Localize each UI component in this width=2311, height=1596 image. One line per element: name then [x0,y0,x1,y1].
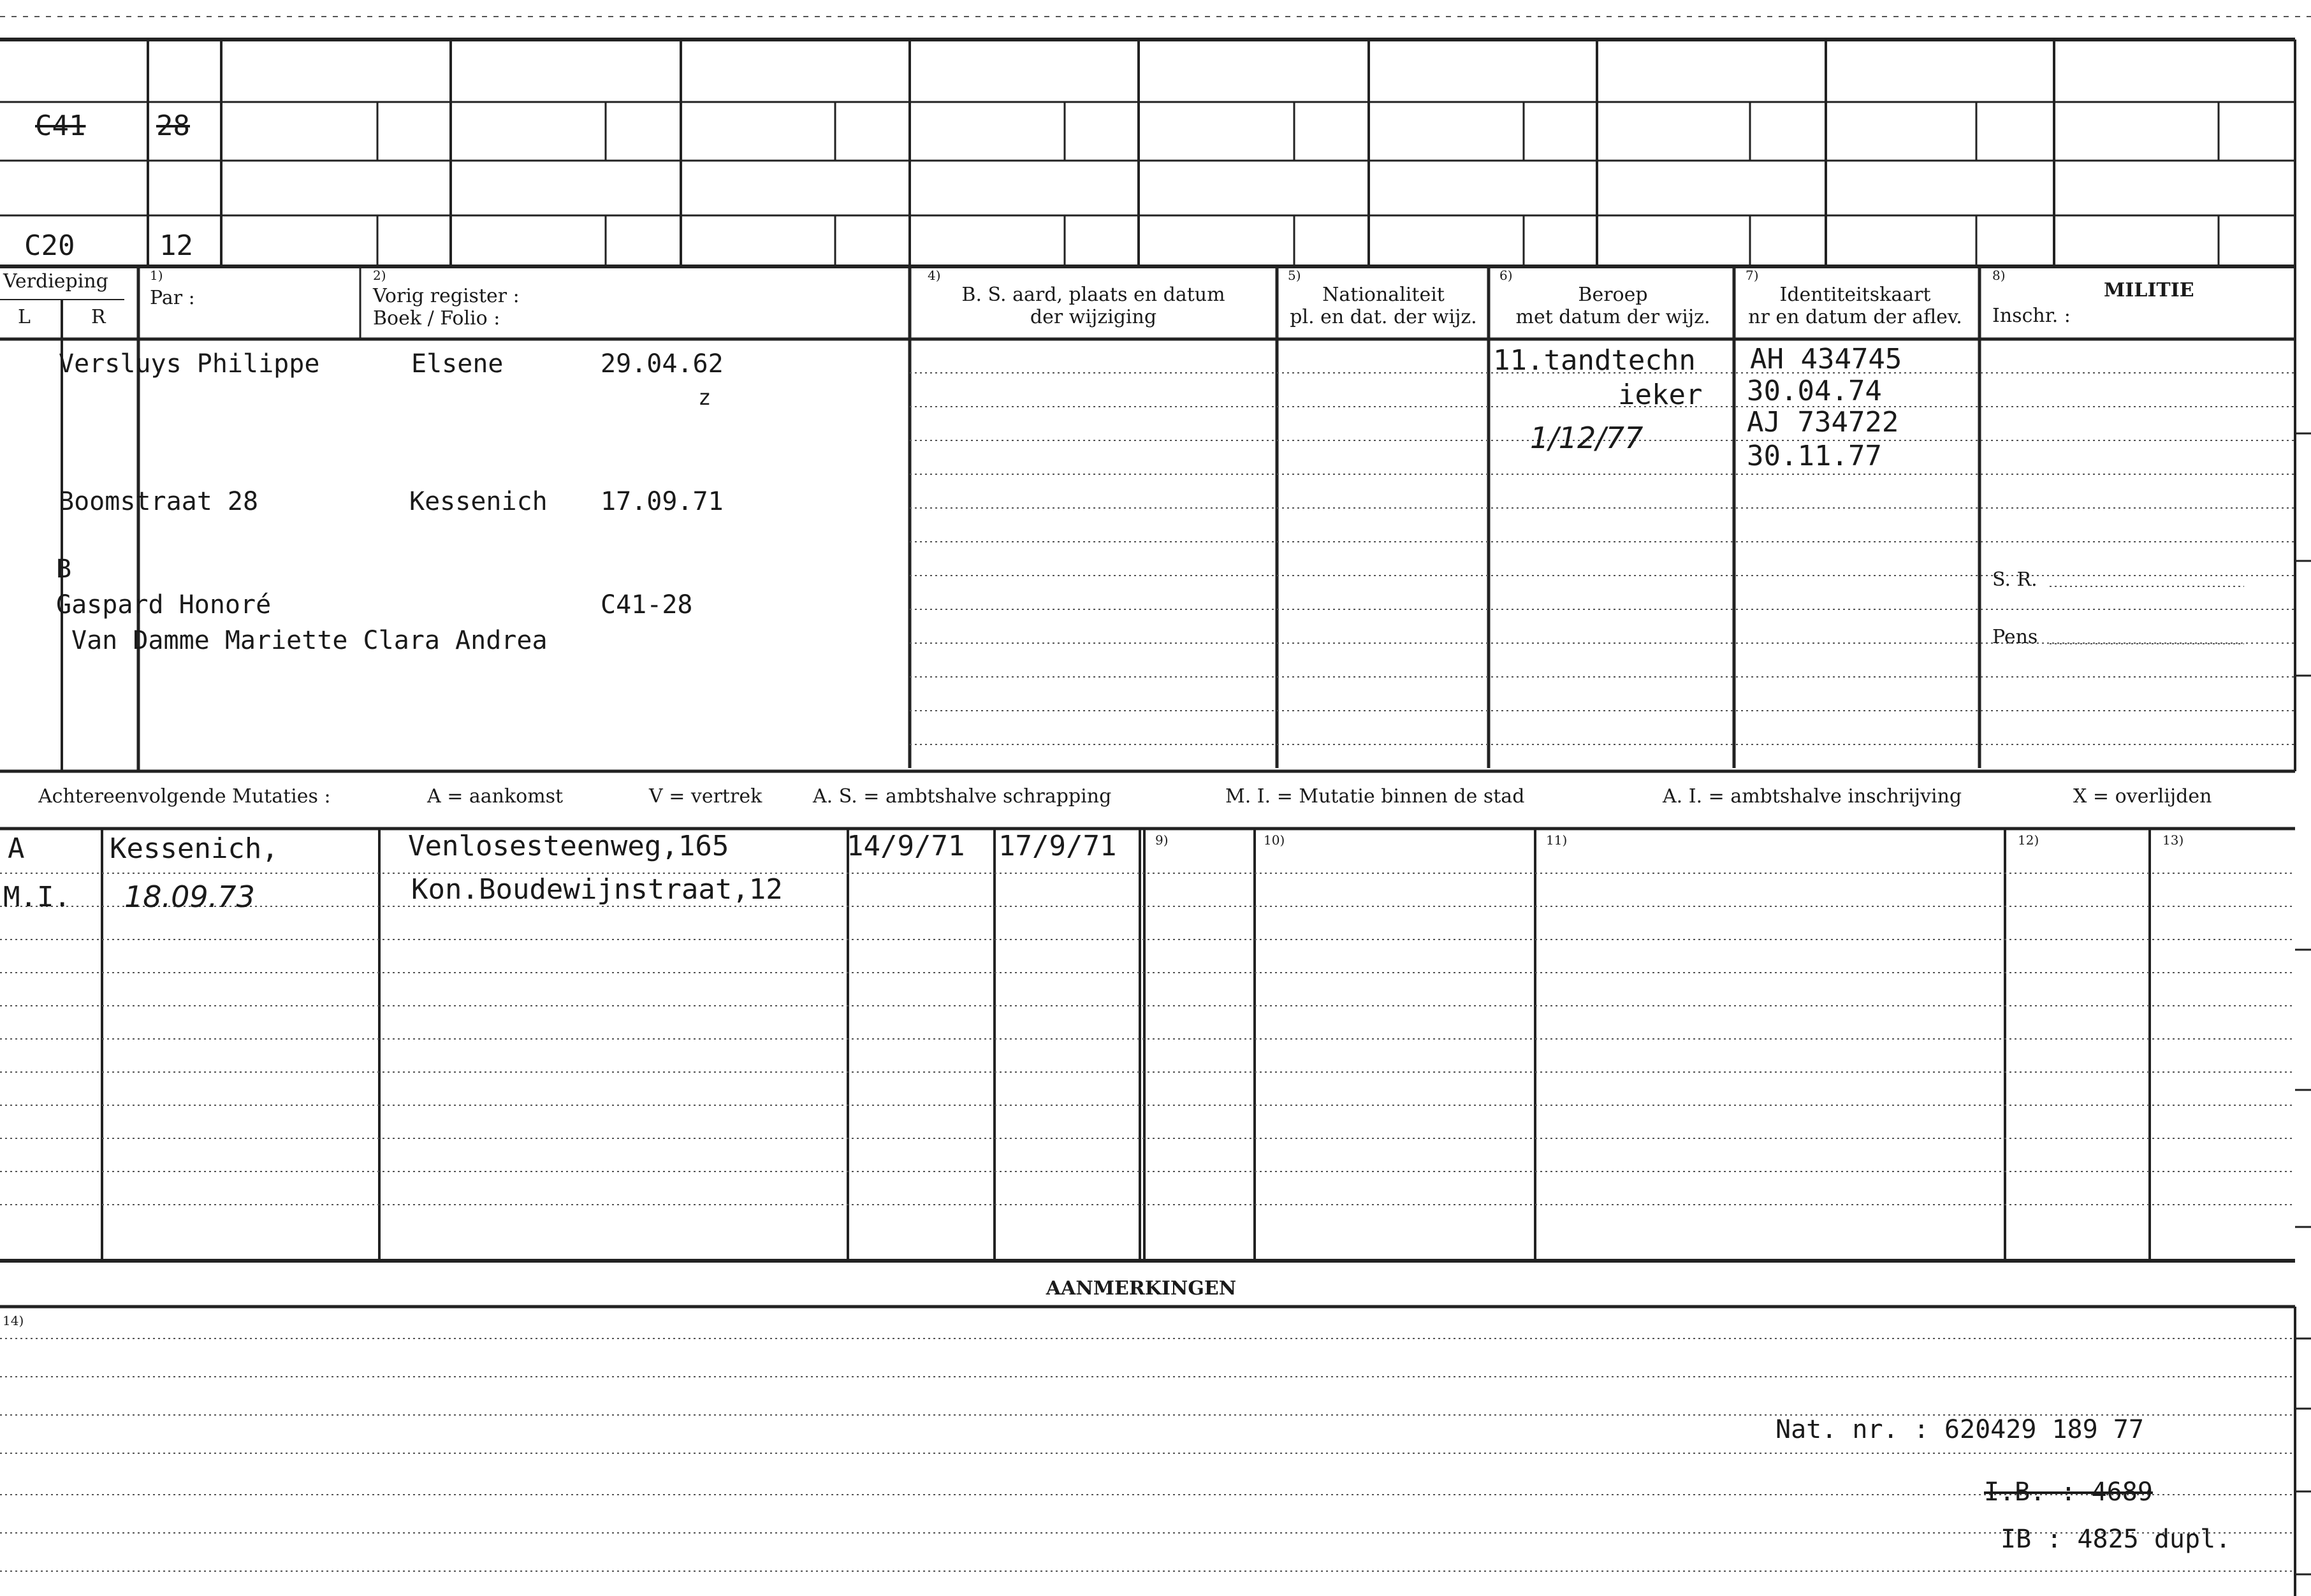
current-code: C20 [24,229,75,262]
national-number: Nat. nr. : 620429 189 77 [1775,1415,2144,1444]
person-name: Versluys Philippe [59,349,320,379]
mutation-number-9: 9) [1155,832,1169,848]
old-number: 28 [156,110,190,142]
header-number-6: 6) [1499,268,1513,283]
mutation-row2-type: M.I. [3,881,71,913]
beroep-line1: 11.tandtechn [1493,344,1696,377]
header-beroep-line2: met datum der wijz. [1515,306,1710,328]
header-number-4: 4) [928,268,941,283]
mutation-row2-address: Kon.Boudewijnstraat,12 [411,873,783,906]
militie-pens: Pens [1992,626,2038,648]
header-number-7: 7) [1746,268,1759,283]
header-par: Par : [150,287,195,309]
person-father-ref: C41-28 [601,590,693,620]
header-beroep-line1: Beroep [1578,284,1648,306]
legend-vertrek: V = vertrek [649,785,762,808]
legend-schrapping: A. S. = ambtshalve schrapping [813,785,1112,808]
person-mother: Van Damme Mariette Clara Andrea [71,626,548,655]
id-card-2: AJ 734722 [1747,406,1899,439]
header-bs-line1: B. S. aard, plaats en datum [961,284,1225,306]
header-col-r: R [91,306,106,328]
mutation-number-10: 10) [1264,832,1285,848]
ib-old: I.B. : 4689 [1984,1477,2153,1507]
ib-new: IB : 4825 dupl. [2001,1525,2231,1554]
id-date-1: 30.04.74 [1747,375,1882,407]
legend-aankomst: A = aankomst [427,785,564,808]
mutation-row1-type: A [8,832,25,865]
mutation-number-12: 12) [2018,832,2039,848]
person-mark-b: B [56,555,72,584]
header-militie: MILITIE [2104,279,2194,301]
mutation-row1-place: Kessenich, [110,832,279,865]
legend-mutatie: M. I. = Mutatie binnen de stad [1225,785,1525,808]
mutation-number-13: 13) [2162,832,2184,848]
current-number: 12 [159,229,193,262]
mutation-row1-address: Venlosesteenweg,165 [408,830,729,862]
person-birthdate: 29.04.62 [601,349,724,379]
header-bs-line2: der wijziging [1030,306,1157,328]
id-card-1: AH 434745 [1750,343,1902,375]
legend-title: Achtereenvolgende Mutaties : [38,785,331,808]
header-id-line1: Identiteitskaart [1779,284,1931,306]
person-address: Boomstraat 28 [59,487,259,516]
legend-overlijden: X = overlijden [2073,785,2212,808]
legend-inschrijving: A. I. = ambtshalve inschrijving [1663,785,1962,808]
person-sex: z [698,385,711,410]
header-col-l: L [18,306,31,328]
mutation-row1-date1: 14/9/71 [847,830,965,862]
old-code: C41 [35,110,86,142]
header-nat-line1: Nationaliteit [1322,284,1445,306]
remarks-number-14: 14) [3,1313,24,1328]
person-father: Gaspard Honoré [56,590,272,620]
header-boek-folio: Boek / Folio : [373,307,500,330]
mutation-number-11: 11) [1546,832,1568,848]
mutation-row1-date2: 17/9/71 [998,830,1117,862]
person-birthplace: Elsene [411,349,504,379]
person-registration-date: 17.09.71 [601,487,724,516]
beroep-line2: ieker [1618,379,1703,411]
remarks-title: AANMERKINGEN [1046,1277,1237,1300]
header-number-1: 1) [150,268,163,283]
header-verdieping: Verdieping [3,270,108,293]
header-vorig-register: Vorig register : [373,285,520,307]
header-nat-line2: pl. en dat. der wijz. [1290,306,1477,328]
person-town: Kessenich [409,487,548,516]
militie-sr: S. R. [1992,569,2038,591]
id-date-2: 30.11.77 [1747,440,1882,472]
beroep-date: 1/12/77 [1530,421,1644,455]
header-id-line2: nr en datum der aflev. [1748,306,1962,328]
header-number-8: 8) [1992,268,2006,283]
mutation-row2-date: 18.09.73 [124,880,255,914]
header-number-2: 2) [373,268,386,283]
header-number-5: 5) [1288,268,1301,283]
header-inschr: Inschr. : [1992,305,2071,327]
